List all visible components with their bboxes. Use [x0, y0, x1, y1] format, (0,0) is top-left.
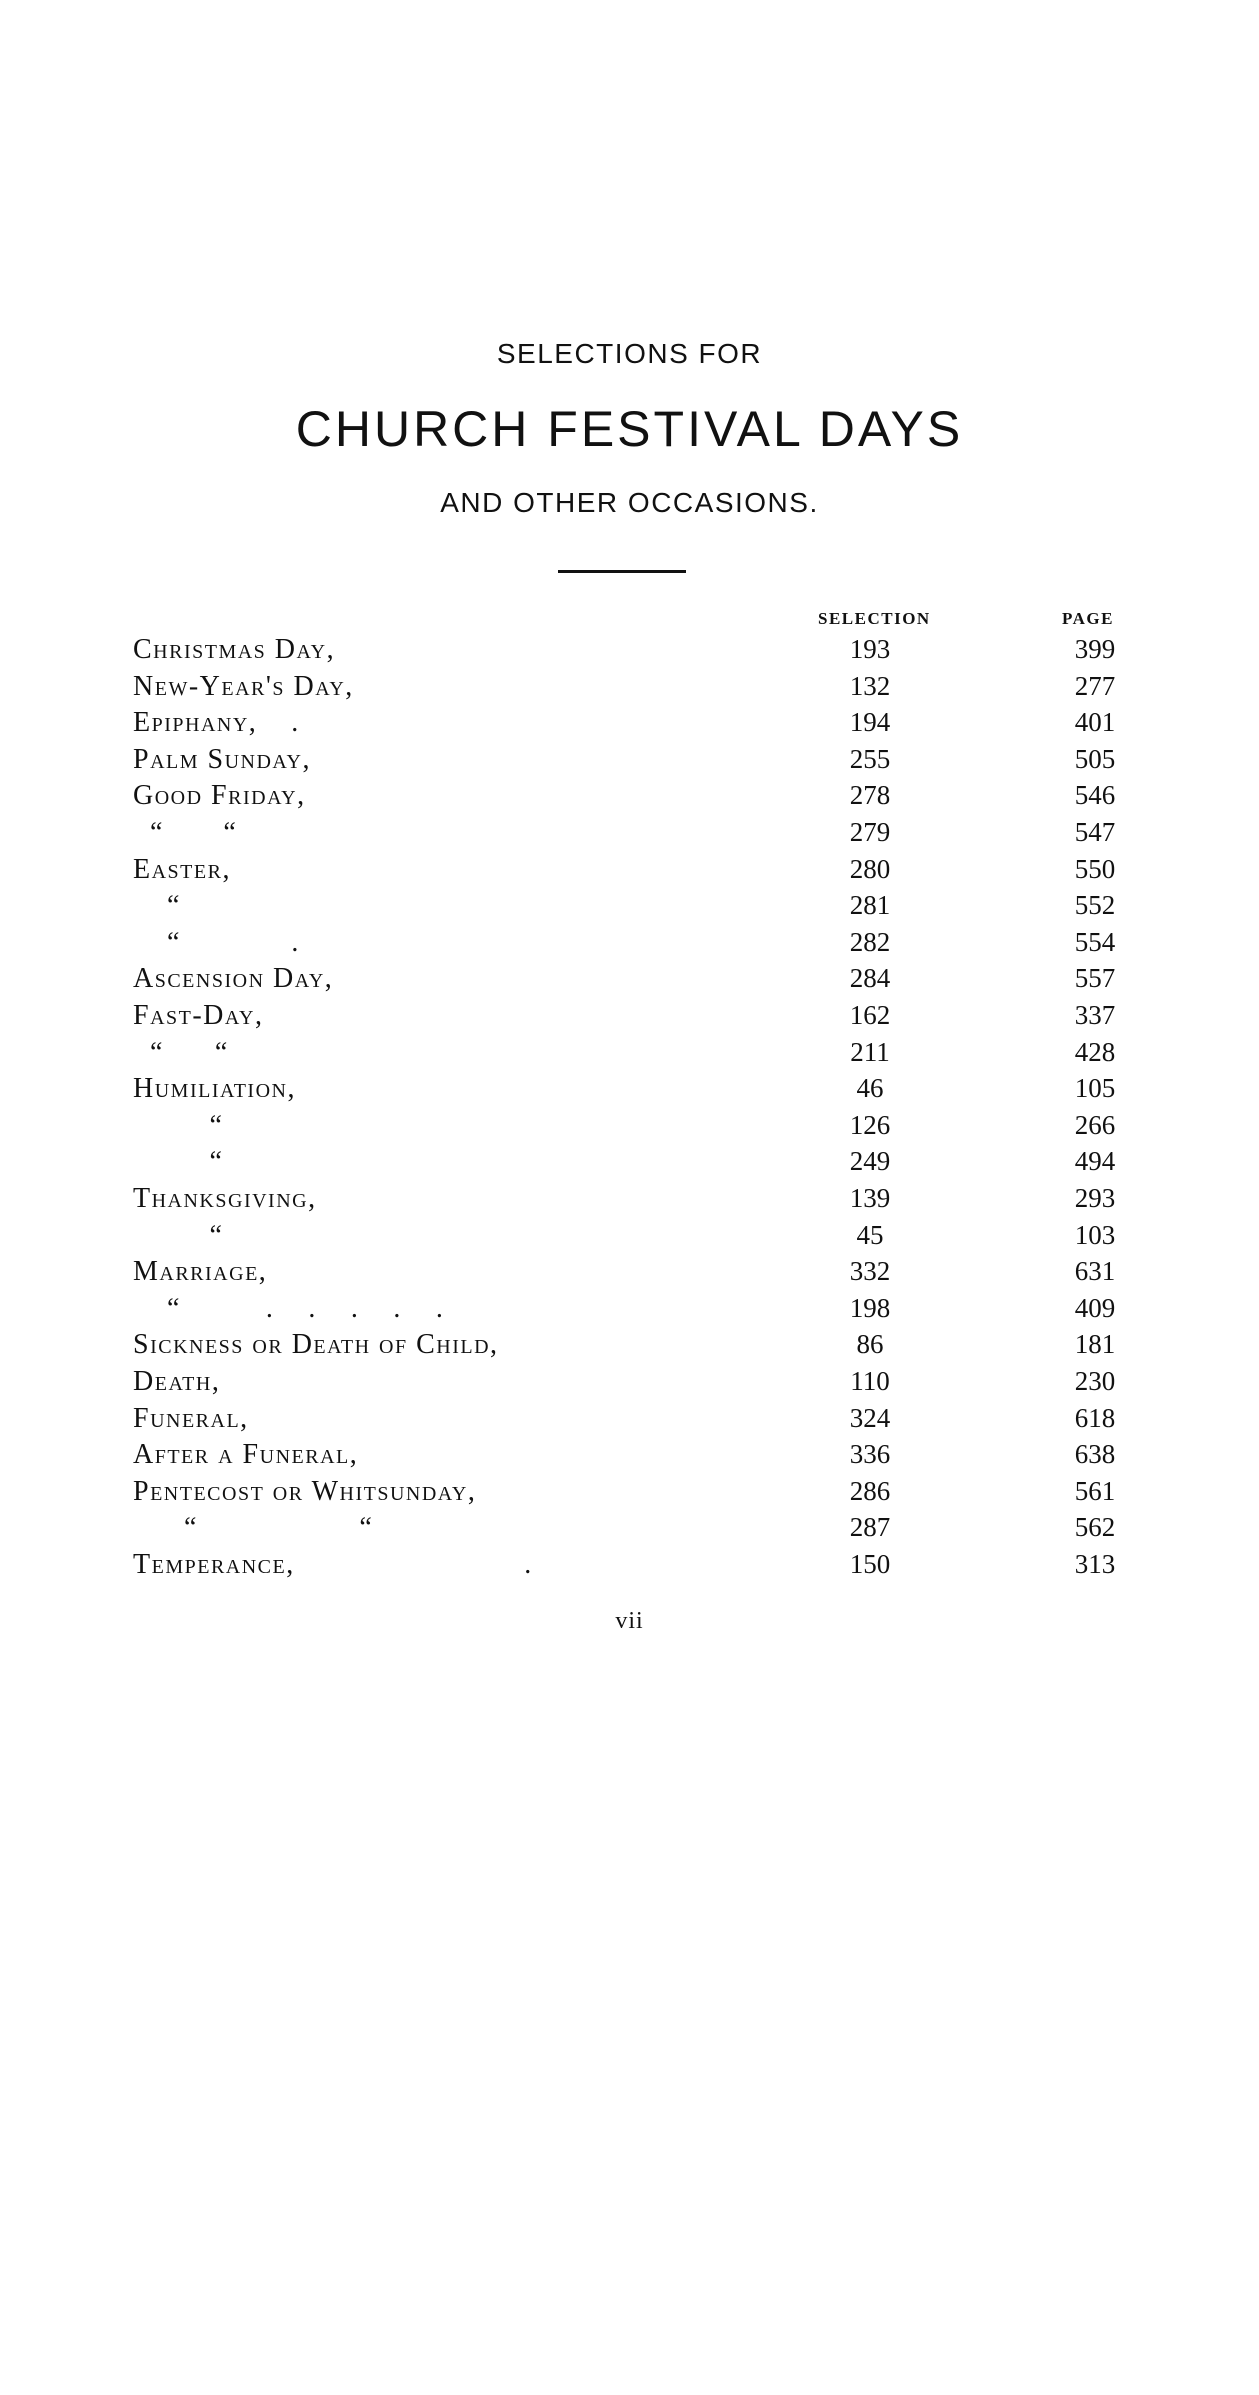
table-row: [0, 1220, 1259, 1256]
table-row: [0, 1549, 1259, 1585]
occasion-name: Easter,: [133, 854, 231, 885]
selection-number: 198: [849, 1293, 891, 1323]
selection-number: 282: [849, 927, 891, 957]
page-number-cell: 618: [1074, 1403, 1116, 1433]
occasion-name: Marriage,: [133, 1256, 268, 1287]
page-number-cell: 561: [1074, 1476, 1116, 1506]
table-row: [0, 1293, 1259, 1329]
selection-number: 249: [849, 1146, 891, 1176]
table-row: [0, 1110, 1259, 1146]
page-number-cell: 181: [1074, 1329, 1116, 1359]
occasion-name: Fast-Day,: [133, 1000, 264, 1031]
page-number-cell: 557: [1074, 963, 1116, 993]
table-row: [0, 1183, 1259, 1219]
page-number-cell: 105: [1074, 1073, 1116, 1103]
table-row: [0, 1439, 1259, 1475]
selection-number: 279: [849, 817, 891, 847]
occasion-name: Thanksgiving,: [133, 1183, 317, 1214]
table-row: [0, 963, 1259, 999]
page-number-cell: 546: [1074, 780, 1116, 810]
selection-number: 150: [849, 1549, 891, 1579]
selection-number: 211: [850, 1037, 890, 1067]
occasion-name: Humiliation,: [133, 1073, 296, 1104]
page-title: CHURCH FESTIVAL DAYS: [295, 401, 964, 457]
table-row: [0, 1403, 1259, 1439]
table-row: [0, 1512, 1259, 1548]
page-number-cell: 277: [1074, 671, 1116, 701]
occasion-name: New-Year's Day,: [133, 671, 354, 702]
occasion-name: Palm Sunday,: [133, 744, 311, 775]
table-row: [0, 671, 1259, 707]
selection-number: 126: [849, 1110, 891, 1140]
table-row: [0, 707, 1259, 743]
occasion-name: “ . . . . .: [133, 1293, 445, 1324]
table-row: [0, 1146, 1259, 1182]
page-number-cell: 399: [1074, 634, 1116, 664]
page-number-cell: 505: [1074, 744, 1116, 774]
selection-number: 280: [849, 854, 891, 884]
page-number: vii: [615, 1608, 644, 1634]
selection-number: 287: [849, 1512, 891, 1542]
occasion-name: Funeral,: [133, 1403, 249, 1434]
table-row: [0, 1366, 1259, 1402]
page-number-cell: 293: [1074, 1183, 1116, 1213]
page-number-cell: 552: [1074, 890, 1116, 920]
column-header-selection: SELECTION: [818, 609, 931, 628]
column-header-page: PAGE: [1062, 609, 1114, 628]
selection-number: 194: [849, 707, 891, 737]
occasion-name: “ “: [133, 817, 238, 848]
selection-number: 86: [856, 1329, 884, 1359]
page-number-cell: 409: [1074, 1293, 1116, 1323]
occasion-name: Epiphany, .: [133, 707, 300, 738]
table-row: [0, 1073, 1259, 1109]
page-number-cell: 638: [1074, 1439, 1116, 1469]
table-row: [0, 1256, 1259, 1292]
table-row: [0, 1476, 1259, 1512]
page-number-cell: 230: [1074, 1366, 1116, 1396]
selection-number: 255: [849, 744, 891, 774]
page-number-cell: 103: [1074, 1220, 1116, 1250]
page-number-cell: 313: [1074, 1549, 1116, 1579]
selection-number: 46: [856, 1073, 884, 1103]
table-row: [0, 927, 1259, 963]
table-row: [0, 890, 1259, 926]
selection-number: 286: [849, 1476, 891, 1506]
occasion-name: “: [133, 1220, 224, 1251]
occasion-name: “ .: [133, 927, 300, 958]
selection-number: 110: [850, 1366, 890, 1396]
occasion-name: “: [133, 1110, 224, 1141]
occasion-name: Christmas Day,: [133, 634, 336, 665]
table-row: [0, 1037, 1259, 1073]
selection-number: 278: [849, 780, 891, 810]
table-row: [0, 1329, 1259, 1365]
selection-number: 132: [849, 671, 891, 701]
selection-number: 162: [849, 1000, 891, 1030]
page-number-cell: 401: [1074, 707, 1116, 737]
selection-number: 45: [856, 1220, 884, 1250]
table-row: [0, 780, 1259, 816]
page-number-cell: 562: [1074, 1512, 1116, 1542]
occasion-name: Good Friday,: [133, 780, 306, 811]
selection-number: 284: [849, 963, 891, 993]
table-row: [0, 744, 1259, 780]
page-number-cell: 547: [1074, 817, 1116, 847]
selection-number: 193: [849, 634, 891, 664]
occasion-name: Sickness or Death of Child,: [133, 1329, 499, 1360]
table-row: [0, 854, 1259, 890]
page-number-cell: 631: [1074, 1256, 1116, 1286]
page-number-cell: 428: [1074, 1037, 1116, 1067]
occasion-name: Pentecost or Whitsunday,: [133, 1476, 477, 1507]
page-number-cell: 494: [1074, 1146, 1116, 1176]
occasion-name: “: [133, 1146, 224, 1177]
occasion-name: Temperance, .: [133, 1549, 533, 1580]
occasion-name: Death,: [133, 1366, 221, 1397]
occasion-name: After a Funeral,: [133, 1439, 359, 1470]
page-number-cell: 266: [1074, 1110, 1116, 1140]
selection-number: 336: [849, 1439, 891, 1469]
selection-number: 139: [849, 1183, 891, 1213]
divider-rule: [558, 570, 686, 573]
heading-other-occasions: AND OTHER OCCASIONS.: [440, 487, 819, 518]
occasion-name: “ “: [133, 1037, 229, 1068]
selection-number: 332: [849, 1256, 891, 1286]
table-row: [0, 817, 1259, 853]
table-row: [0, 1000, 1259, 1036]
occasion-name: “: [133, 890, 181, 921]
occasion-name: “ “: [133, 1512, 374, 1543]
page-number-cell: 554: [1074, 927, 1116, 957]
heading-selections-for: SELECTIONS FOR: [496, 338, 763, 369]
occasion-name: Ascension Day,: [133, 963, 334, 994]
page-number-cell: 337: [1074, 1000, 1116, 1030]
table-row: [0, 634, 1259, 670]
selection-number: 281: [849, 890, 891, 920]
selection-number: 324: [849, 1403, 891, 1433]
page-number-cell: 550: [1074, 854, 1116, 884]
